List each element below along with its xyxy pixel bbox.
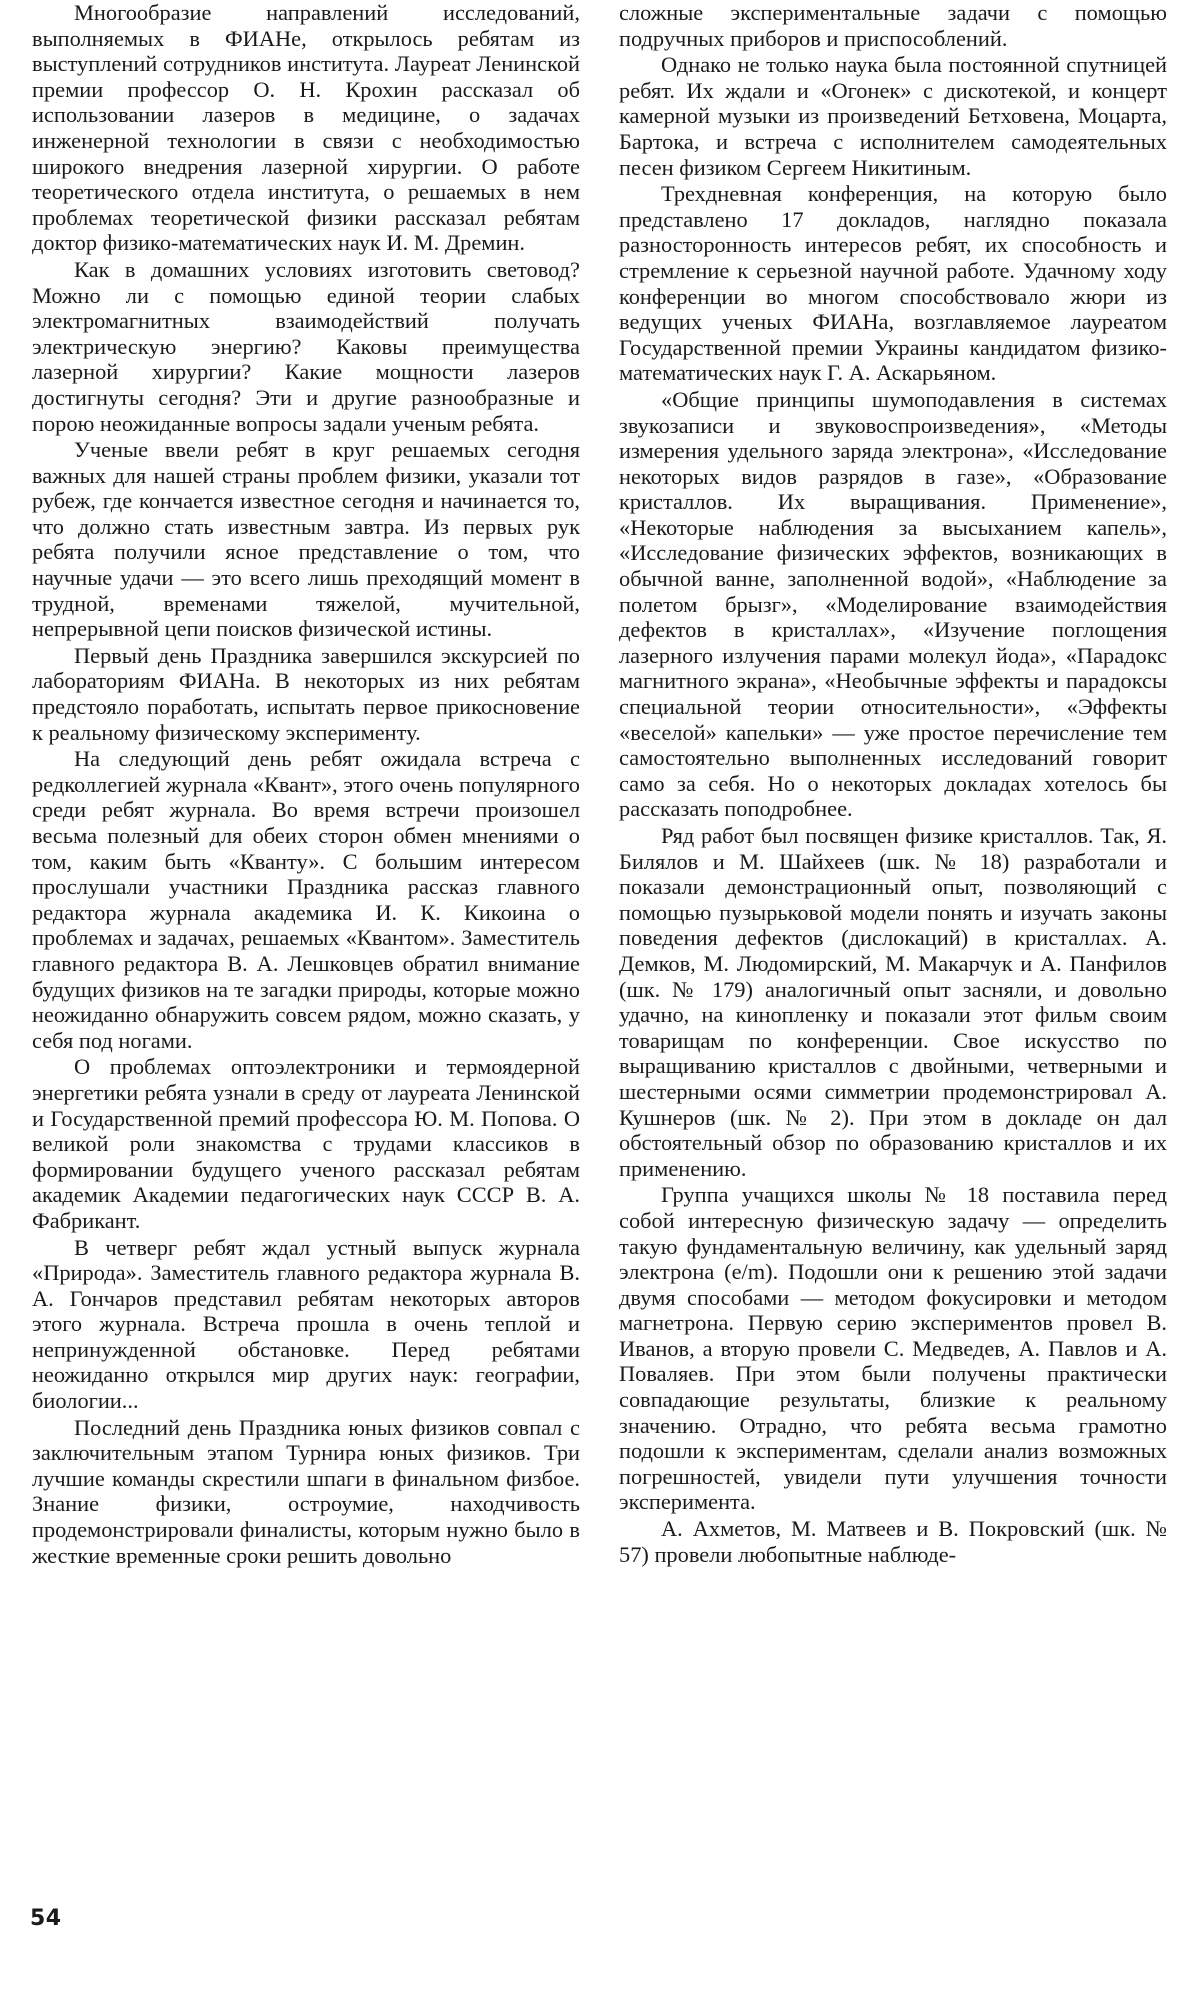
- paragraph: Последний день Праздника юных физиков совпал с заключительным этапом Турнира юных физиков. Три лучшие команды скрестили шпаги в финальном физбое. Знание физики, остроумие, находчивость продемонстрировали финалисты, которым нужно было в жесткие временные сроки решить довольно: [32, 1414, 580, 1568]
- paragraph: Ученые ввели ребят в круг решаемых сегодня важных для нашей страны проблем физики, указали тот рубеж, где кончается известное сегодня и начинается то, что должно стать известным завтра. Из первых рук ребята получили ясное представление о том, что научные удачи — это всего лишь преходящий момент в трудной, временами тяжелой, мучительной, непрерывной цепи поисков физической истины.: [32, 437, 580, 642]
- paragraph: Ряд работ был посвящен физике кристаллов. Так, Я. Билялов и М. Шайхеев (шк. № 18) разработали и показали демонстрационный опыт, позволяющий с помощью пузырьковой модели понять и изучать законы поведения дефектов (дислокаций) в кристаллах. А. Демков, М. Людомирский, М. Макарчук и А. Панфилов (шк. № 179) аналогичный опыт засняли, и довольно удачно, на кинопленку и показали этот фильм своим товарищам по конференции. Свое искусство по выращиванию кристаллов с двойными, четверными и шестерными осями симметрии продемонстрировал А. Кушнеров (шк. № 2). При этом в докладе он дал обстоятельный обзор по образованию кристаллов и их применению.: [619, 823, 1167, 1181]
- left-column: [32, 0, 580, 1568]
- paragraph: О проблемах оптоэлектроники и термоядерной энергетики ребята узнали в среду от лауреата Ленинской и Государственной премий профессора Ю. М. Попова. О великой роли знакомства с трудами классиков в формировании будущего ученого рассказал ребятам академик Академии педагогических наук СССР В. А. Фабрикант.: [32, 1054, 580, 1233]
- paragraph: А. Ахметов, М. Матвеев и В. Покровский (шк. № 57) провели любопытные наблюде-: [619, 1516, 1167, 1567]
- paragraph: Многообразие направлений исследований, выполняемых в ФИАНе, открылось ребятам из выступлений сотрудников института. Лауреат Ленинской премии профессор О. Н. Крохин рассказал об использовании лазеров в медицине, о задачах инженерной технологии в связи с необходимостью широкого внедрения лазерной хирургии. О работе теоретического отдела института, о решаемых в нем проблемах теоретической физики рассказал ребятам доктор физико-математических наук И. М. Дремин.: [32, 0, 580, 256]
- paragraph-continuation: сложные экспериментальные задачи с помощью подручных приборов и приспособлений.: [619, 0, 1167, 51]
- right-column: [619, 0, 1167, 1567]
- paragraph: «Общие принципы шумоподавления в системах звукозаписи и звуковоспроизведения», «Методы измерения удельного заряда электрона», «Исследование некоторых видов разрядов в газе», «Образование кристаллов. Их выращивания. Применение», «Некоторые наблюдения за высыханием капель», «Исследование физических эффектов, возникающих в обычной ванне, заполненной водой», «Наблюдение за полетом брызг», «Моделирование взаимодействия дефектов в кристаллах», «Изучение поглощения лазерного излучения парами молекул йода», «Парадокс магнитного экрана», «Необычные эффекты и парадоксы специальной теории относительности», «Эффекты «веселой» капельки» — уже простое перечисление тем самостоятельно выполненных исследований говорит само за себя. Но о некоторых докладах хотелось бы рассказать поподробнее.: [619, 386, 1167, 822]
- paragraph: Первый день Праздника завершился экскурсией по лабораториям ФИАНа. В некоторых из них ребятам предстояло поработать, испытать первое прикосновение к реальному физическому эксперименту.: [32, 642, 580, 745]
- paragraph: Трехдневная конференция, на которую было представлено 17 докладов, наглядно показала разносторонность интересов ребят, их способность и стремление к серьезной научной работе. Удачному ходу конференции во многом способствовало жюри из ведущих ученых ФИАНа, возглавляемое лауреатом Государственной премии Украины кандидатом физико-математических наук Г. А. Аскарьяном.: [619, 181, 1167, 386]
- paragraph: В четверг ребят ждал устный выпуск журнала «Природа». Заместитель главного редактора журнала В. А. Гончаров представил ребятам некоторых авторов этого журнала. Встреча прошла в очень теплой и непринужденной обстановке. Перед ребятами неожиданно открылся мир других наук: географии, биологии...: [32, 1234, 580, 1414]
- paragraph: Группа учащихся школы № 18 поставила перед собой интересную физическую задачу — определить такую фундаментальную величину, как удельный заряд электрона (e/m). Подошли они к решению этой задачи двумя способами — методом фокусировки и методом магнетрона. Первую серию экспериментов провел В. Иванов, а вторую провели С. Медведев, А. Павлов и А. Поваляев. При этом были получены практически совпадающие результаты, близкие к реальному значению. Отрадно, что ребята весьма грамотно подошли к экспериментам, сделали анализ возможных погрешностей, увидели пути улучшения точности эксперимента.: [619, 1182, 1167, 1515]
- paragraph: Как в домашних условиях изготовить световод? Можно ли с помощью единой теории слабых электромагнитных взаимодействий получать электрическую энергию? Каковы преимущества лазерной хирургии? Какие мощности лазеров достигнуты сегодня? Эти и другие разнообразные и порою неожиданные вопросы задали ученым ребята.: [32, 256, 580, 436]
- paragraph: На следующий день ребят ожидала встреча с редколлегией журнала «Квант», этого очень популярного среди ребят журнала. Во время встречи произошел весьма полезный для обеих сторон обмен мнениями о том, каким быть «Кванту». С большим интересом прослушали участники Праздника рассказ главного редактора журнала академика И. К. Кикоина о проблемах и задачах, решаемых «Квантом». Заместитель главного редактора В. А. Лешковцев обратил внимание будущих физиков на те загадки природы, которые можно неожиданно обнаружить совсем рядом, можно сказать, у себя под ногами.: [32, 746, 580, 1053]
- paragraph: Однако не только наука была постоянной спутницей ребят. Их ждали и «Огонек» с дискотекой, и концерт камерной музыки из произведений Бетховена, Моцарта, Бартока, и встреча с исполнителем самодеятельных песен физиком Сергеем Никитиным.: [619, 52, 1167, 180]
- page-number: 54: [30, 1906, 62, 1931]
